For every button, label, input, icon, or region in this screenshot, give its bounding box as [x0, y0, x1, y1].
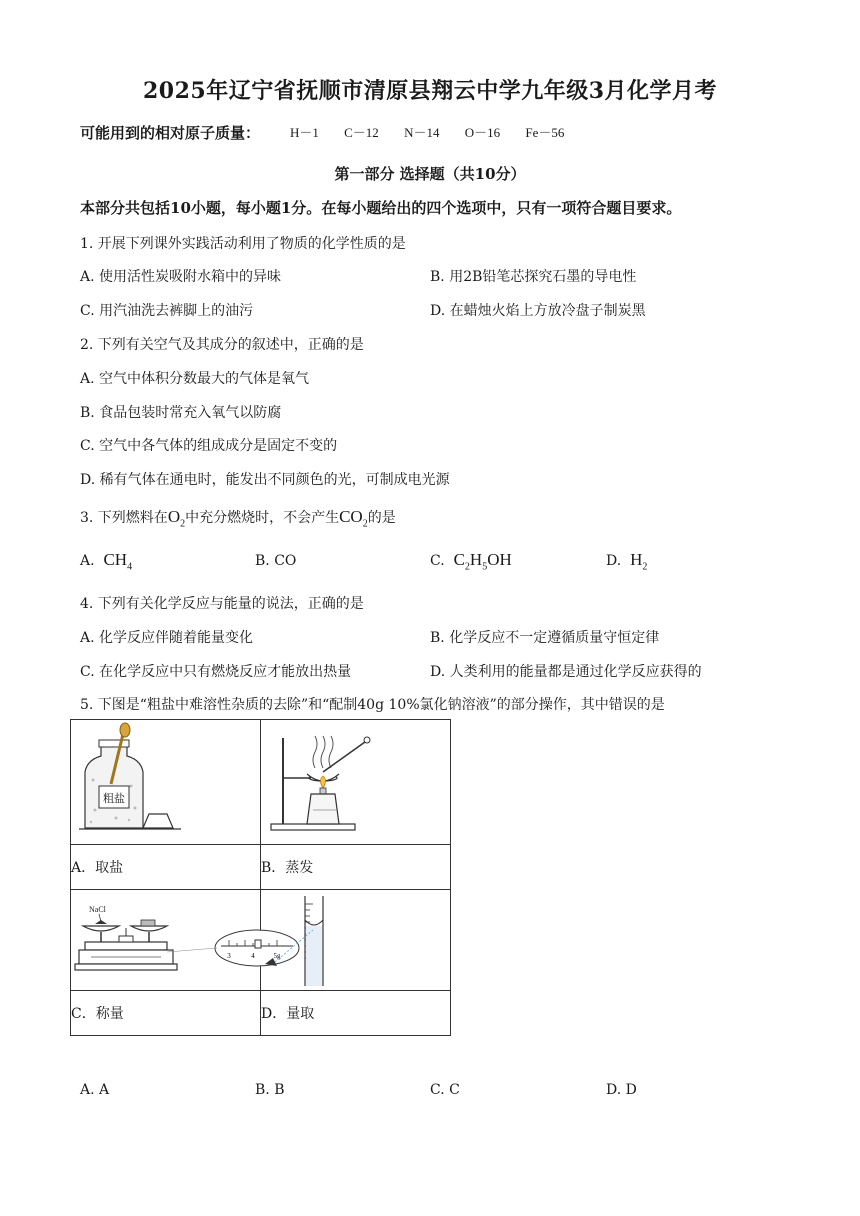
- figure-c-cell: [71, 890, 281, 991]
- q5-stem: 5. 下图是“粗盐中难溶性杂质的去除”和“配制40g 10%氯化钠溶液”的部分操作，其中错误的是: [80, 697, 665, 713]
- q1-option-d: D. 在蜡烛火焰上方放冷盘子制炭黑: [430, 303, 646, 319]
- atomic-mass-o: O－16: [464, 125, 501, 140]
- figure-b-cell: [261, 720, 451, 845]
- q4-option-d: D. 人类利用的能量都是通过化学反应获得的: [430, 664, 702, 680]
- atomic-mass-c: C－12: [344, 125, 379, 140]
- q4-option-b: B. 化学反应不一定遵循质量守恒定律: [430, 630, 660, 646]
- q5-option-d: D. D: [606, 1082, 637, 1098]
- atomic-mass-label: 可能用到的相对原子质量：: [80, 124, 261, 142]
- q3-stem-mid: 中充分燃烧时，不会产生: [185, 510, 340, 526]
- q1-option-a: A. 使用活性炭吸附水箱中的异味: [80, 269, 282, 285]
- formula-o2: $O_2$: [167, 507, 186, 530]
- figure-a-cell: [71, 720, 261, 845]
- figure-d-cell: [261, 890, 451, 991]
- q1-option-c: C. 用汽油洗去裤脚上的油污: [80, 303, 254, 319]
- section-instruction: 本部分共包括10小题，每小题1分。在每小题给出的四个选项中，只有一项符合题目要求。: [80, 199, 682, 217]
- q2-option-b: B. 食品包装时常充入氧气以防腐: [80, 405, 282, 421]
- page-title: 2025年辽宁省抚顺市清原县翔云中学九年级3月化学月考: [142, 78, 718, 104]
- q5-option-b: B. B: [255, 1082, 285, 1098]
- figure-d-label: D．量取: [261, 991, 451, 1036]
- atomic-mass-list: [290, 122, 586, 141]
- q3-stem: [80, 507, 396, 529]
- figure-a-label: A．取盐: [71, 845, 261, 890]
- atomic-mass-h: H－1: [290, 125, 319, 140]
- q1-stem: 1. 开展下列课外实践活动利用了物质的化学性质的是: [80, 236, 406, 252]
- formula-c2h5oh: $C_2H_5OH$: [453, 550, 512, 573]
- graduated-cylinder-illustration: [261, 890, 407, 990]
- formula-co: CO: [274, 553, 297, 569]
- atomic-mass-n: N－14: [404, 125, 440, 140]
- scale-tick-4: 4: [251, 952, 255, 960]
- section-heading: 第一部分 选择题（共10分）: [334, 165, 526, 183]
- q4-option-c: C. 在化学反应中只有燃烧反应才能放出热量: [80, 664, 352, 680]
- formula-h2: $H_2$: [630, 550, 648, 573]
- q5-option-c: C. C: [430, 1082, 460, 1098]
- q2-stem: 2. 下列有关空气及其成分的叙述中，正确的是: [80, 337, 364, 353]
- q5-option-a: A. A: [80, 1082, 110, 1098]
- figure-b-label: B．蒸发: [261, 845, 451, 890]
- q2-option-d: D. 稀有气体在通电时，能发出不同颜色的光，可制成电光源: [80, 472, 450, 488]
- atomic-mass-fe: Fe－56: [525, 125, 565, 140]
- q3-option-b: B. CO: [255, 553, 297, 569]
- scale-tick-3: 3: [227, 952, 231, 960]
- q2-option-c: C. 空气中各气体的组成成分是固定不变的: [80, 438, 338, 454]
- q3-stem-pre: 3. 下列燃料在: [80, 510, 168, 526]
- q3-stem-post: 的是: [367, 510, 396, 526]
- formula-ch4: $CH_4$: [103, 550, 133, 573]
- q4-option-a: A. 化学反应伴随着能量变化: [80, 630, 254, 646]
- q5-figure-table: [70, 719, 451, 1036]
- q3-option-c: C. $C_2H_5OH$: [430, 550, 512, 573]
- q4-stem: 4. 下列有关化学反应与能量的说法，正确的是: [80, 596, 364, 612]
- q3-option-d: D. $H_2$: [606, 550, 648, 573]
- nacl-label-text: NaCl: [89, 905, 106, 914]
- formula-co2: $CO_2$: [339, 507, 368, 530]
- bottle-label-text: 粗盐: [103, 792, 125, 805]
- evaporation-apparatus-illustration: [261, 720, 407, 844]
- q1-option-b: B. 用2B铅笔芯探究石墨的导电性: [430, 269, 637, 285]
- q3-option-a: A. $CH_4$: [80, 550, 133, 573]
- scale-tick-5g: 5g: [273, 952, 281, 960]
- q2-option-a: A. 空气中体积分数最大的气体是氧气: [80, 371, 310, 387]
- figure-c-label: C．称量: [71, 991, 261, 1036]
